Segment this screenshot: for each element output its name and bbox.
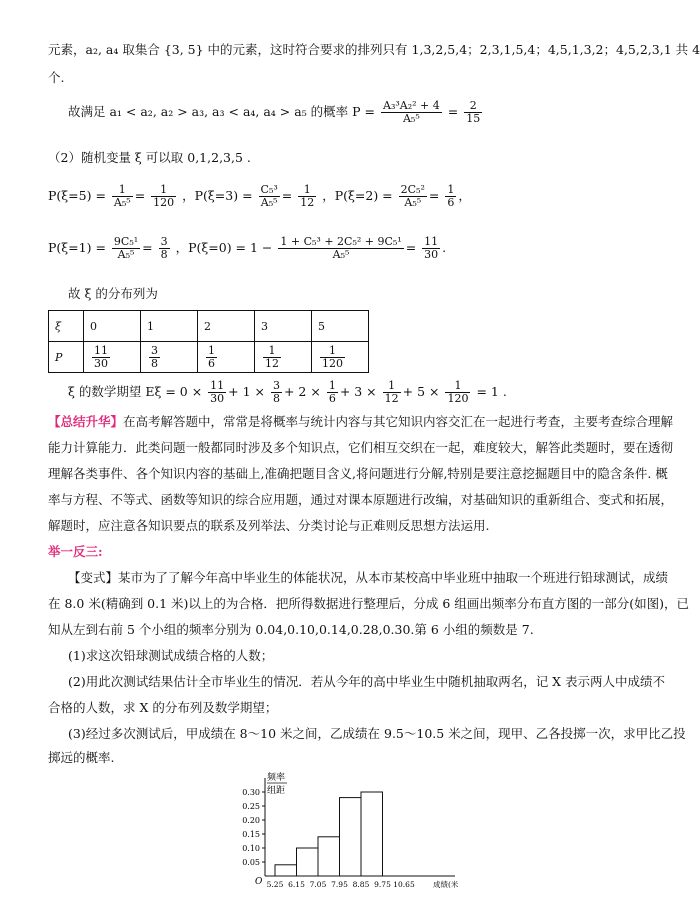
summary-line-5: 解题时，应注意各知识要点的联系及列举法、分类讨论与正难则反思想方法运用. — [48, 518, 490, 533]
y-tick-label: 0.25 — [242, 802, 260, 811]
x-tick-label: 5.25 — [266, 880, 284, 889]
x-tick-label: 7.05 — [309, 880, 327, 889]
prob-result: $\frac{2}{15}$ — [466, 99, 481, 125]
x-tick-label: 8.85 — [352, 880, 370, 889]
histogram-bar — [361, 792, 383, 876]
x-tick-label: 7.95 — [331, 880, 348, 889]
table-row: ξ 0 1 2 3 5 — [49, 311, 369, 342]
summary-line-2: 能力计算能力．此类问题一般都同时涉及多个知识点，它们相互交织在一起，难度较大，解答此类题时，要在透彻 — [48, 440, 674, 455]
histogram — [225, 770, 459, 890]
x-axis-label: 成绩(米 — [433, 880, 459, 889]
question-3a: (3)经过多次测试后，甲成绩在 8～10 米之间，乙成绩在 9.5～10.5 米之间，现甲、乙各投掷一次，求甲比乙投 — [68, 726, 686, 741]
y-label-top: 频率 — [267, 773, 286, 783]
distribution-table — [48, 310, 369, 373]
text-line-2: 个. — [48, 70, 65, 85]
histogram-bar — [340, 798, 362, 876]
y-tick-label: 0.05 — [242, 858, 260, 867]
text-line-1: 元素，a₂, a₄ 取集合 {3, 5} 中的元素，这时符合要求的排列只有 1,3,2,5,4；2,3,1,5,4；4,5,1,3,2；4,5,2,3,1 共 4 — [48, 42, 700, 57]
probability-line — [68, 100, 628, 125]
expectation-line: ξ 的数学期望 Eξ = 0 × $\frac{11}{30}$ + 1 × $\frac{3}{8}$ + 2 × $\frac{1}{6}$ + 3 × $\frac{1}{12}$ + 5 × $\frac{1}{120}$ = 1 . — [68, 379, 507, 405]
summary-line-1: 【总结升华】在高考解答题中，常常是将概率与统计内容与其它知识内容交汇在一起进行考查，主要考查综合理解 — [48, 414, 674, 429]
prob-row-2: P(ξ=1) = $\frac{\text{9C₅¹}}{\text{A₅⁵}}$ = $\frac{3}{8}$ ，P(ξ=0) = 1 − $\frac{\text{1 + C₅³ + 2C₅² + 9C₅¹}}{\text{A₅⁵}}$ = $\frac{11}{30}$ . — [48, 235, 447, 261]
example-heading: 举一反三: — [48, 544, 103, 559]
x-tick-label: 10.65 — [393, 880, 415, 889]
question-3b: 掷远的概率. — [48, 750, 115, 765]
y-tick-label: 0.15 — [242, 830, 260, 839]
y-tick-label: 0.20 — [242, 816, 260, 825]
y-tick-label: 0.30 — [242, 788, 260, 797]
histogram-bar — [318, 837, 340, 876]
question-2b: 合格的人数，求 X 的分布列及数学期望； — [48, 700, 278, 715]
x-tick-label: 9.75 — [374, 880, 391, 889]
example-text-1: 【变式】某市为了了解今年高中毕业生的体能状况，从本市某校高中毕业班中抽取一个班进行铅球测试，成绩 — [68, 570, 669, 585]
example-text-3: 知从左到右前 5 个小组的频率分别为 0.04,0.10,0.14,0.28,0.30.第 6 小组的频数是 7. — [48, 622, 534, 637]
table-row: P $\frac{11}{30}$ $\frac{3}{8}$ $\frac{1}{6}$ $\frac{1}{12}$ $\frac{1}{120}$ — [49, 342, 369, 373]
summary-line-3: 理解各类事件、各个知识内容的基础上,准确把题目含义,将问题进行分解,特别是要注意挖掘题目中的隐含条件. 概 — [48, 466, 668, 481]
prob-fraction: $\frac{\text{A₃³A₂² + 4}}{\text{A₅⁵}}$ — [383, 99, 440, 125]
histogram-bar — [275, 865, 297, 876]
distribution-title: 故 ξ 的分布列为 — [68, 286, 158, 301]
prob-row-1: P(ξ=5) = $\frac{1}{\text{A₅⁵}}$ = $\frac{1}{120}$ ，P(ξ=3) = $\frac{\text{C₅³}}{\text{A₅⁵}}$ = $\frac{1}{12}$ ，P(ξ=2) = $\frac{\text{2C₅²}}{\text{A₅⁵}}$ = $\frac{1}{6}$ ， — [48, 183, 471, 209]
eq-sign: = — [447, 104, 459, 119]
summary-tag: 【总结升华】 — [48, 414, 124, 429]
question-2a: (2)用此次测试结果估计全市毕业生的情况．若从今年的高中毕业生中随机抽取两名，记 X 表示两人中成绩不 — [68, 674, 666, 689]
y-tick-label: 0.10 — [242, 844, 260, 853]
variable-line: （2）随机变量 ξ 可以取 0,1,2,3,5 . — [48, 150, 251, 165]
histogram-svg — [225, 770, 459, 890]
histogram-bar — [297, 848, 319, 876]
origin-label: O — [255, 877, 263, 887]
summary-line-4: 率与方程、不等式、函数等知识的综合应用题，通过对课本原题进行改编，对基础知识的重新组合、变式和拓展， — [48, 492, 674, 507]
y-label-bottom: 组距 — [267, 786, 286, 796]
prob-prefix: 故满足 a₁ < a₂, a₂ > a₃, a₃ < a₄, a₄ > a₅ 的概率 P = — [68, 104, 376, 119]
example-text-2: 在 8.0 米(精确到 0.1 米)以上的为合格．把所得数据进行整理后，分成 6 组画出频率分布直方图的一部分(如图)，已 — [48, 596, 690, 611]
x-tick-label: 6.15 — [288, 880, 305, 889]
question-1: (1)求这次铅球测试成绩合格的人数； — [68, 648, 274, 663]
